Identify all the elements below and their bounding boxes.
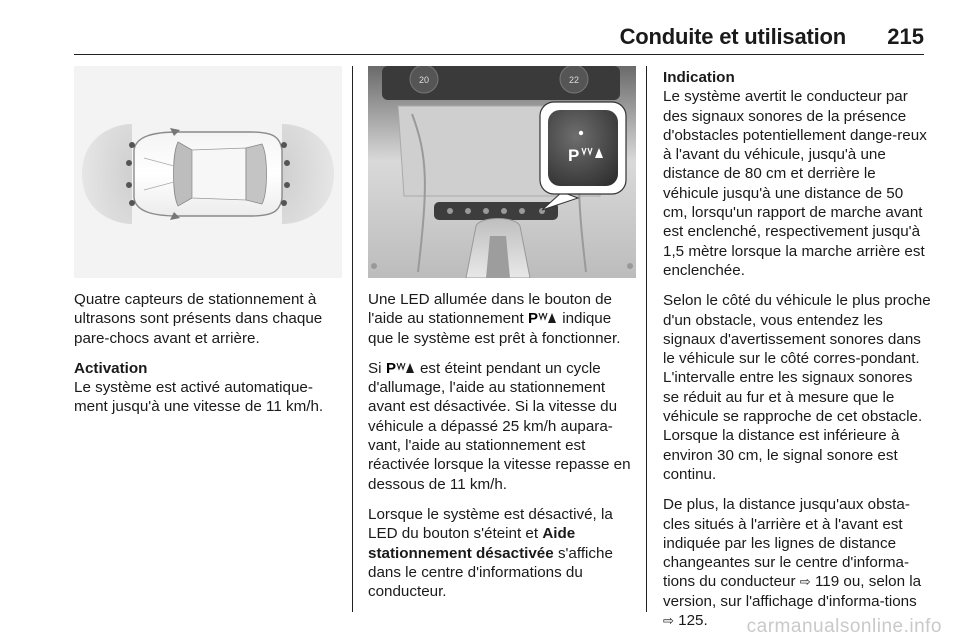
- park-assist-symbol-icon: [386, 360, 416, 374]
- led-paragraph: Une LED allumée dans le bouton de l'aide au stationnement P indique que le système est prêt à fonctionner.: [368, 291, 621, 347]
- park-assist-p-icon: P: [568, 146, 580, 165]
- svg-text:P: P: [385, 359, 396, 374]
- page-ref-arrow-icon: ⇨: [799, 574, 811, 590]
- column-divider: [352, 66, 353, 612]
- off-paragraph: Si P est éteint pendant un cycle d'allumage, l'aide au stationnement avant est désactivée. Si la vitesse du véhicule a dépassé 25 km/h aupara-vant, l'aide au stationnement est réactivée lorsque la vitesse repasse en dessous de 11 km/h.: [368, 359, 631, 493]
- activation-heading: Activation: [74, 359, 148, 377]
- parking-sensor-figure: [74, 66, 342, 278]
- activation-text: Le système est activé automatique-ment jusqu'à une vitesse de 11 km/h.: [74, 379, 324, 416]
- section-title: Conduite et utilisation: [619, 24, 846, 49]
- indication-section: Indication Le système avertit le conducteur par des signaux sonores de la présence d'obstacles potentiellement dange-reux à l'avant du véhicule, jusqu'à une distance de 80 cm et derrière le véhicule jusqu'à une distance de 50 cm, lorsqu'un rapport de marche avant est enclenché, respectivement jusqu'à 1,5 mètre lorsque la marche arrière est enclenchée.: [663, 68, 931, 280]
- column-3: [663, 68, 931, 641]
- park-assist-symbol-icon: [528, 310, 558, 324]
- header-rule: [74, 54, 924, 55]
- side-paragraph: Selon le côté du véhicule le plus proche d'un obstacle, vous entendez les signaux d'avertissement sonores dans le véhicule sur le côté corres-pondant. L'intervalle entre les signaux sonores se réduit au fur et à mesure que le véhicule se rapproche de cet obstacle. Lorsque la distance est inférieure à environ 30 cm, le signal sonore est continu.: [663, 292, 931, 483]
- left-dial-label: 20: [418, 75, 430, 85]
- deactivated-message: Aide stationnement désactivée: [368, 525, 576, 562]
- park-assist-callout: [540, 102, 626, 210]
- page-ref-link[interactable]: 119: [814, 573, 840, 591]
- indication-heading: Indication: [663, 69, 735, 86]
- right-dial-label: 22: [568, 75, 580, 85]
- activation-section: [74, 359, 346, 417]
- page-ref-arrow-icon: ⇨: [663, 613, 674, 629]
- figure-caption: Quatre capteurs de stationnement à ultrasons sont présents dans chaque pare-chocs avant et arrière.: [74, 291, 323, 347]
- column-2: [368, 290, 640, 612]
- svg-text:P: P: [527, 310, 538, 325]
- page-number: 215: [887, 24, 924, 49]
- column-1: [74, 290, 346, 428]
- page-header: [74, 22, 924, 58]
- distance-paragraph: De plus, la distance jusqu'aux obsta-cles situés à l'arrière et à l'avant est indiquée par les lignes de distance changeantes sur le centre d'informa-tions du conducteur ⇨ 119 ou, selon la version, sur l'affichage d'informa-tions ⇨ 125.: [663, 496, 922, 630]
- dashboard-figure: [368, 66, 636, 278]
- page-ref-link[interactable]: 125: [678, 612, 704, 630]
- column-divider: [646, 66, 647, 612]
- deactivated-paragraph: Lorsque le système est désactivé, la LED du bouton s'éteint et Aide stationnement désactivée s'affiche dans le centre d'informations du conducteur.: [368, 505, 613, 601]
- car-top-view: [134, 128, 282, 220]
- park-assist-button: [548, 110, 618, 186]
- watermark: carmanualsonline.info: [746, 616, 942, 637]
- led-indicator: [579, 131, 583, 135]
